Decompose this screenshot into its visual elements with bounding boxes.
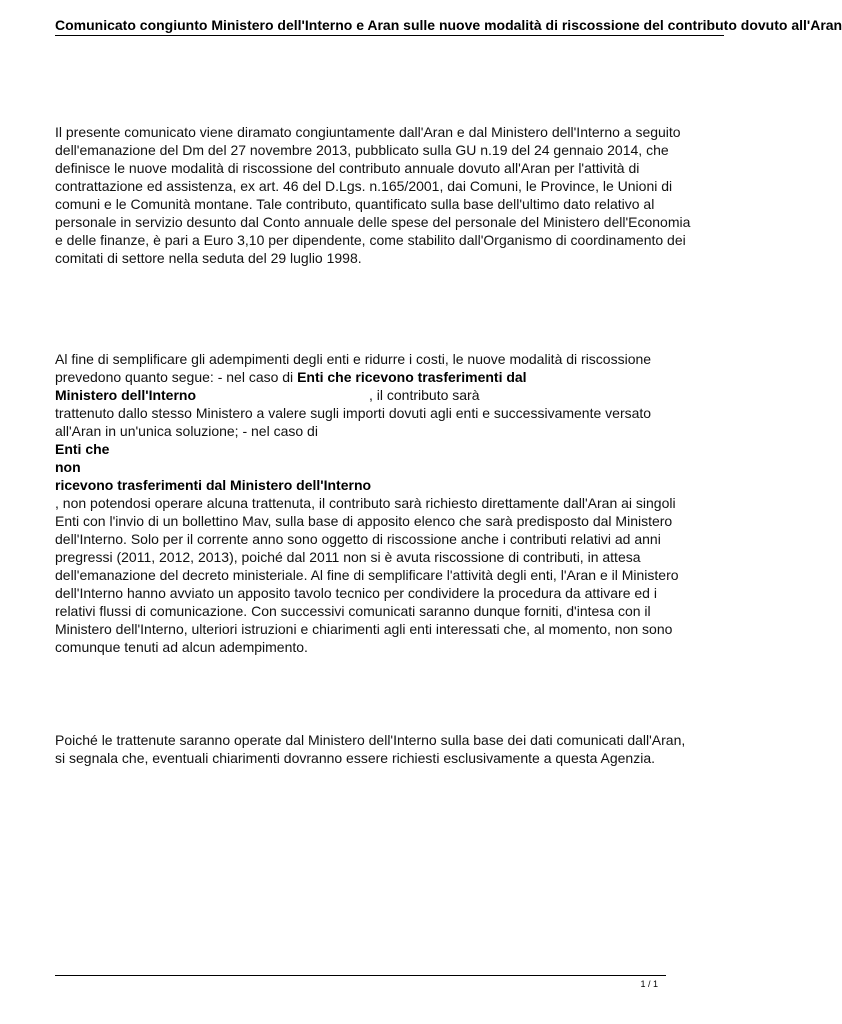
procedure-bold-non: non	[55, 459, 81, 475]
header-divider	[55, 35, 724, 36]
procedure-bold-enti-ricevono: Enti che ricevono trasferimenti dal	[297, 369, 527, 385]
procedure-bold-enti-che: Enti che	[55, 441, 110, 457]
paragraph-intro: Il presente comunicato viene diramato congiuntamente dall'Aran e dal Ministero dell'Interno a seguito dell'emanazione del Dm del 27 novembre 2013, pubblicato sulla GU n.19 del 24 gennaio 2014, che definisce le nuove modalità di riscossione del contributo annuale dovuto all'Aran per l'attività di contrattazione ed assistenza, ex art. 46 del D.Lgs. n.165/2001, dai Comuni, le Province, le Unioni di comuni e le Comunità montane. Tale contributo, quantificato sulla base dell'ultimo dato relativo al personale in servizio desunto dal Conto annuale delle spese del personale del Ministero dell'Economia e delle finanze, è pari a Euro 3,10 per dipendente, come stabilito dall'Organismo di coordinamento dei comitati di settore nella seduta del 29 luglio 1998.	[55, 124, 691, 266]
procedure-bold-ministero: Ministero dell'Interno	[55, 387, 197, 403]
paragraph-procedure	[55, 350, 695, 656]
page-title: Comunicato congiunto Ministero dell'Interno e Aran sulle nuove modalità di riscossione del contributo dovuto all'Aran	[55, 17, 842, 33]
page-number: 1 / 1	[640, 979, 658, 989]
paragraph-closing: Poiché le trattenute saranno operate dal Ministero dell'Interno sulla base dei dati comunicati dall'Aran, si segnala che, eventuali chiarimenti dovranno essere richiesti esclusivamente a questa Agenzia.	[55, 732, 686, 766]
procedure-contributo-text: , il contributo sarà	[369, 387, 480, 403]
procedure-ending-text: , non potendosi operare alcuna trattenuta, il contributo sarà richiesto direttamente dall'Aran ai singoli Enti con l'invio di un bollettino Mav, sulla base di apposito elenco che sarà predisposto dal Ministero dell'Interno. Solo per il corrente anno sono oggetto di riscossione anche i contributi relativi ad anni pregressi (2011, 2012, 2013), poiché dal 2011 non si è avuta riscossione di contributi, in attesa dell'emanazione del decreto ministeriale. Al fine di semplificare l'attività degli enti, l'Aran e il Ministero dell'Interno hanno avviato un apposito tavolo tecnico per condividere la procedura da attivare ed i relativi flussi di comunicazione. Con successivi comunicati saranno dunque forniti, d'intesa con il Ministero dell'Interno, ulteriori istruzioni e chiarimenti agli enti interessati che, al momento, non sono comunque tenuti ad alcun adempimento.	[55, 495, 679, 655]
procedure-bold-ricevono: ricevono trasferimenti dal Ministero dell'Interno	[55, 477, 372, 493]
procedure-middle-text: trattenuto dallo stesso Ministero a valere sugli importi dovuti agli enti e successivamente versato all'Aran in un'unica soluzione; - nel caso di	[55, 405, 652, 439]
procedure-intro-text: Al fine di semplificare gli adempimenti degli enti e ridurre i costi, le nuove modalità di riscossione prevedono quanto segue: - nel caso di	[55, 351, 652, 385]
footer-divider	[55, 975, 666, 976]
